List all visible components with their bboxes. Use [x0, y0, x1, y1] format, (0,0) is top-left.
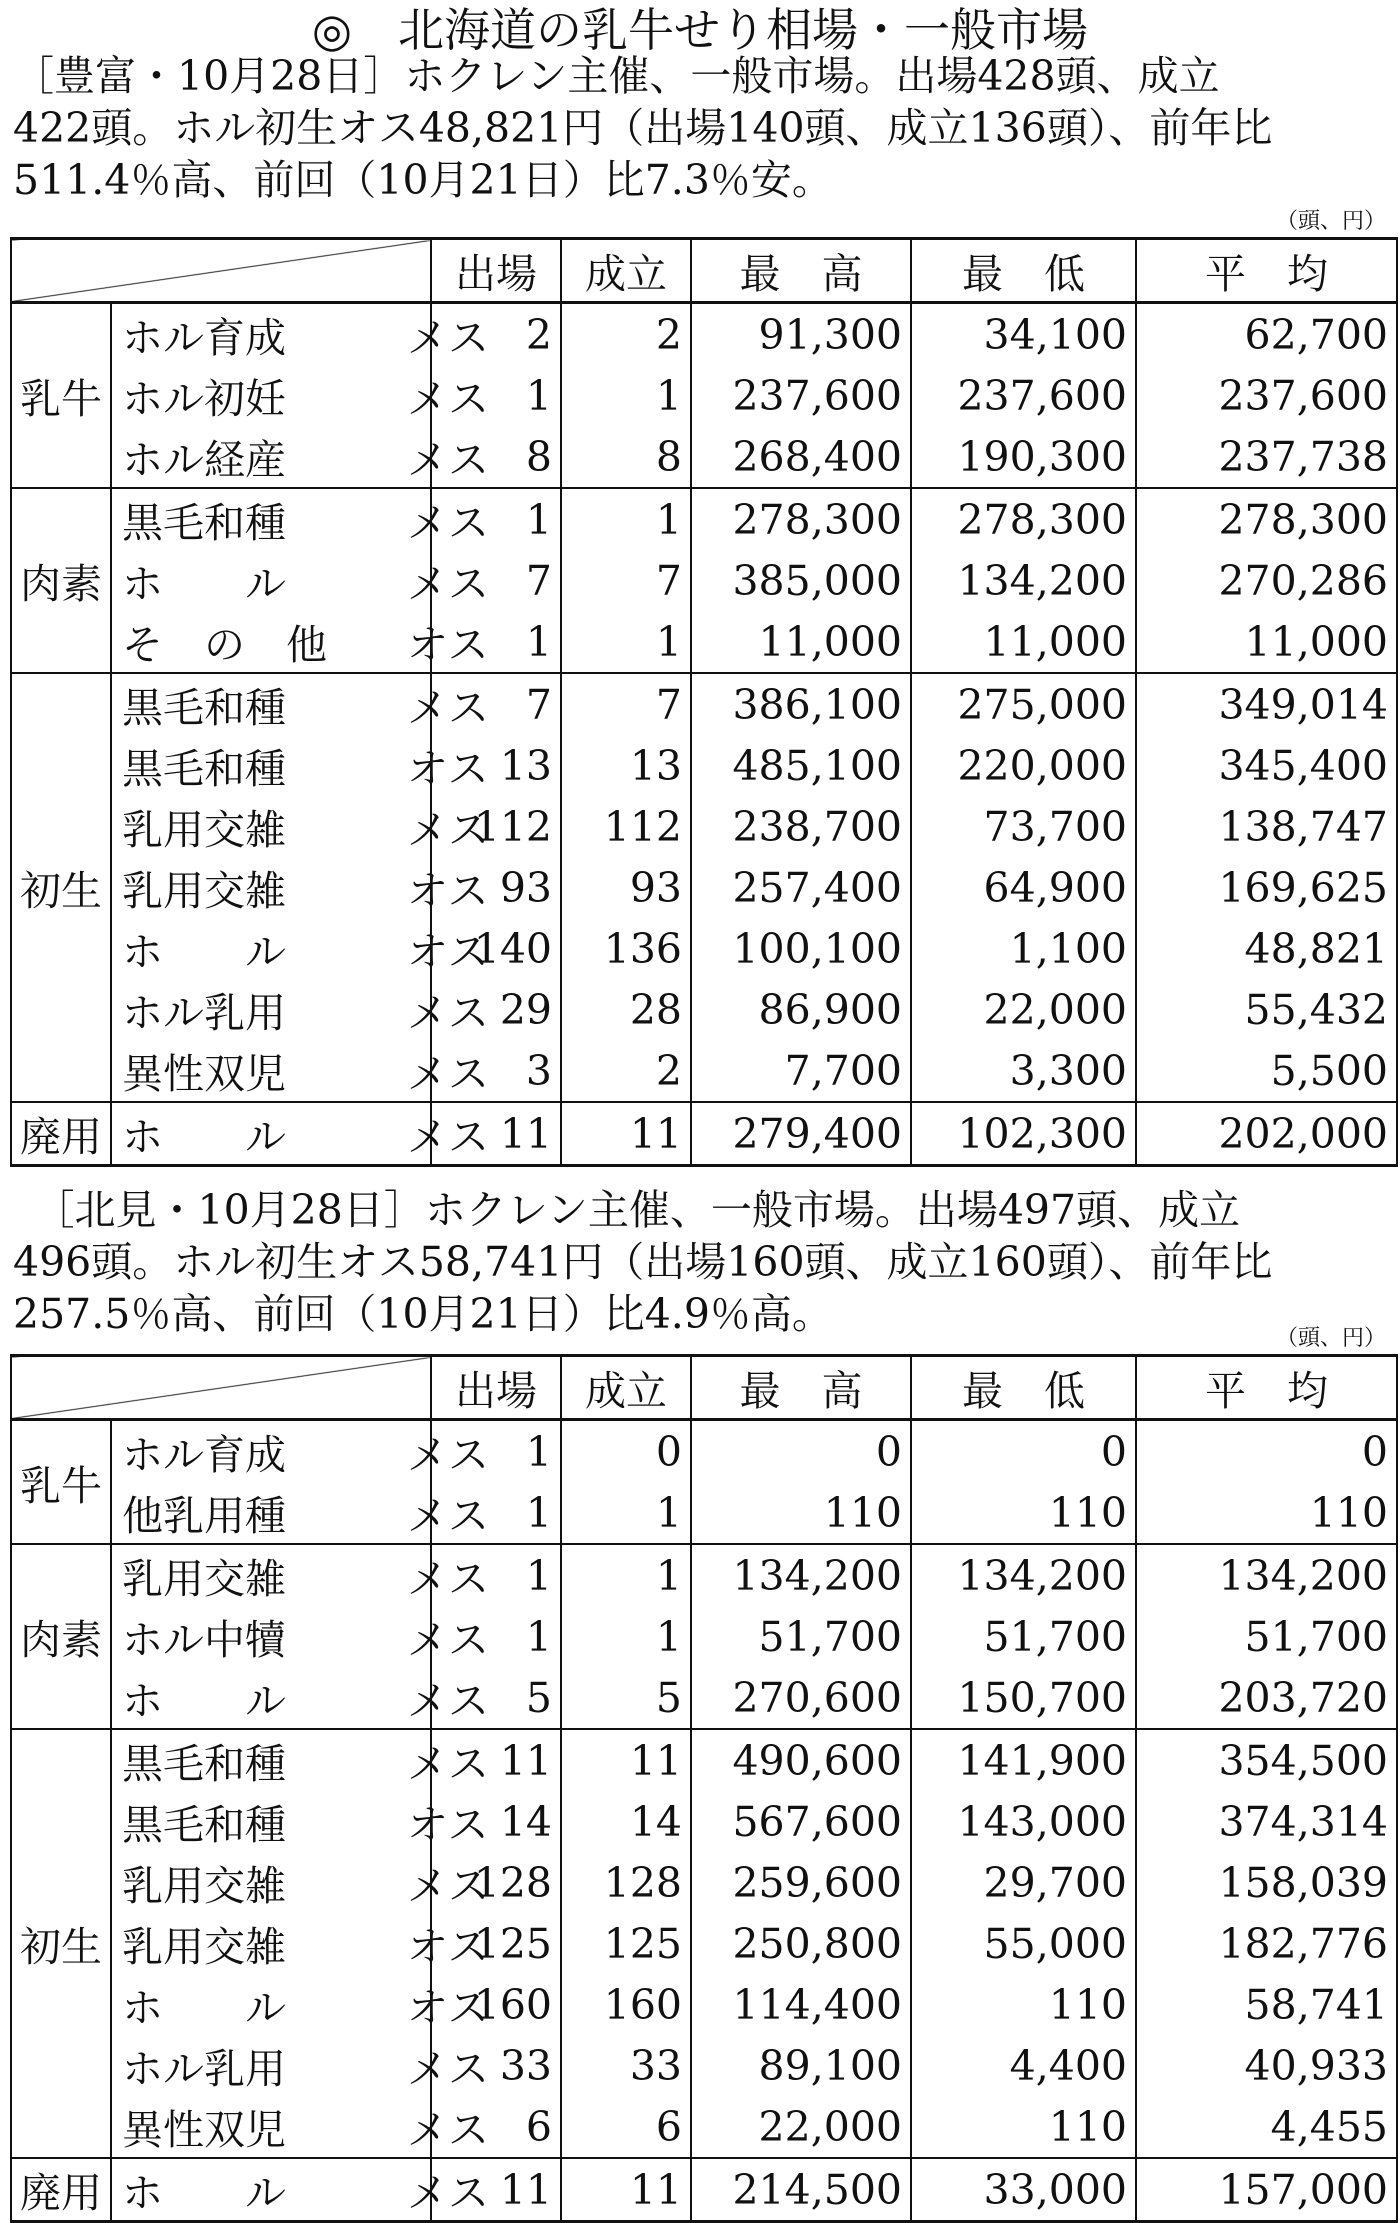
cell-seiritsu: 7	[561, 673, 691, 735]
sex-label: メス	[407, 1492, 489, 1540]
sex-label: メス	[407, 1616, 489, 1664]
table-row	[11, 735, 1397, 796]
cell-shutsujo: 11	[431, 1729, 561, 1791]
cell-seiritsu: 1	[561, 1544, 691, 1606]
table-row	[11, 918, 1397, 979]
cell-min: 143,000	[911, 1791, 1136, 1852]
breed-name: ホ ル	[122, 1677, 286, 1725]
cell-shutsujo: 1	[431, 1482, 561, 1544]
sex-label: メス	[407, 375, 489, 423]
breed-name: ホル育成	[122, 1431, 286, 1479]
sex-label: オス	[407, 621, 489, 669]
sex-label: メス	[407, 314, 489, 362]
column-header: 最 高	[691, 239, 911, 303]
sex-label: メス	[407, 1862, 489, 1910]
sex-label: オス	[407, 867, 489, 915]
sex-label: メス	[407, 560, 489, 608]
table-row	[11, 979, 1397, 1040]
cell-avg: 138,747	[1136, 796, 1397, 857]
breed-name: 乳用交雑	[122, 1555, 286, 1603]
cell-min: 33,000	[911, 2158, 1136, 2222]
cell-avg: 58,741	[1136, 1974, 1397, 2035]
category-cell	[111, 857, 489, 918]
table-row	[11, 488, 1397, 550]
cell-seiritsu: 128	[561, 1852, 691, 1913]
sex-label: メス	[407, 499, 489, 547]
breed-name: ホ ル	[122, 1984, 286, 2032]
cell-avg: 51,700	[1136, 1606, 1397, 1667]
cell-max: 0	[691, 1420, 911, 1483]
cell-avg: 48,821	[1136, 918, 1397, 979]
cell-shutsujo: 11	[431, 1102, 561, 1166]
table-row	[11, 1791, 1397, 1852]
category-cell	[111, 426, 489, 488]
group-label: 肉素	[11, 1544, 111, 1729]
category-cell	[111, 1974, 489, 2035]
article-title: ◎ 北海道の乳牛せり相場・一般市場	[311, 3, 1089, 57]
market-intro-kitami	[13, 1184, 1393, 1340]
breed-name: 乳用交雑	[122, 1862, 286, 1910]
cell-seiritsu: 0	[561, 1420, 691, 1483]
cell-min: 1,100	[911, 918, 1136, 979]
cell-min: 3,300	[911, 1040, 1136, 1102]
category-cell	[111, 1606, 489, 1667]
cell-min: 51,700	[911, 1606, 1136, 1667]
breed-name: ホ ル	[122, 560, 286, 608]
cell-avg: 374,314	[1136, 1791, 1397, 1852]
category-cell	[111, 2158, 489, 2222]
column-header: 最 高	[691, 1356, 911, 1420]
breed-name: 乳用交雑	[122, 806, 286, 854]
breed-name: ホル経産	[122, 436, 286, 484]
category-cell	[111, 1420, 489, 1483]
group-label: 初生	[11, 1729, 111, 2158]
breed-name: 黒毛和種	[122, 745, 286, 793]
intro-line: 257.5％高、前回（10月21日）比4.9％高。	[13, 1290, 833, 1338]
cell-avg: 182,776	[1136, 1913, 1397, 1974]
sex-label: オス	[407, 1801, 489, 1849]
category-cell	[111, 550, 489, 611]
intro-line: ［豊富・10月28日］ホクレン主催、一般市場。出場428頭、成立	[13, 52, 1220, 100]
cell-min: 110	[911, 1974, 1136, 2035]
cell-min: 4,400	[911, 2035, 1136, 2096]
breed-name: ホ ル	[122, 2169, 286, 2217]
table-row	[11, 1040, 1397, 1102]
cell-avg: 158,039	[1136, 1852, 1397, 1913]
market-intro-toyotomi	[13, 50, 1393, 206]
cell-seiritsu: 2	[561, 303, 691, 366]
cell-min: 141,900	[911, 1729, 1136, 1791]
cell-avg: 0	[1136, 1420, 1397, 1483]
cell-shutsujo: 29	[431, 979, 561, 1040]
cell-shutsujo: 14	[431, 1791, 561, 1852]
column-header: 最 低	[911, 239, 1136, 303]
cell-max: 11,000	[691, 611, 911, 673]
cell-avg: 237,600	[1136, 365, 1397, 426]
unit-note: （頭、円）	[1275, 209, 1386, 234]
cell-shutsujo: 5	[431, 1667, 561, 1729]
breed-name: 異性双児	[122, 1050, 286, 1098]
cell-min: 73,700	[911, 796, 1136, 857]
cell-avg: 134,200	[1136, 1544, 1397, 1606]
breed-name: ホル乳用	[122, 989, 286, 1037]
cell-avg: 202,000	[1136, 1102, 1397, 1166]
cell-seiritsu: 11	[561, 2158, 691, 2222]
cell-shutsujo: 7	[431, 673, 561, 735]
cell-max: 100,100	[691, 918, 911, 979]
cell-avg: 4,455	[1136, 2096, 1397, 2158]
price-table-toyotomi	[10, 237, 1398, 1167]
sex-label: メス	[407, 1740, 489, 1788]
sex-label: メス	[407, 989, 489, 1037]
sex-label: メス	[407, 2045, 489, 2093]
cell-shutsujo: 1	[431, 365, 561, 426]
cell-min: 64,900	[911, 857, 1136, 918]
sex-label: メス	[407, 1050, 489, 1098]
cell-shutsujo: 140	[431, 918, 561, 979]
cell-avg: 349,014	[1136, 673, 1397, 735]
column-header: 最 低	[911, 1356, 1136, 1420]
breed-name: 他乳用種	[122, 1492, 286, 1540]
cell-seiritsu: 1	[561, 365, 691, 426]
column-header: 平 均	[1136, 1356, 1397, 1420]
group-label: 廃用	[11, 2158, 111, 2222]
cell-min: 278,300	[911, 488, 1136, 550]
cell-min: 29,700	[911, 1852, 1136, 1913]
cell-max: 279,400	[691, 1102, 911, 1166]
cell-max: 51,700	[691, 1606, 911, 1667]
cell-shutsujo: 1	[431, 1544, 561, 1606]
sex-label: メス	[407, 436, 489, 484]
sex-label: オス	[407, 1984, 489, 2032]
breed-name: 異性双児	[122, 2106, 286, 2154]
intro-line: 422頭。ホル初生オス48,821円（出場140頭、成立136頭）、前年比	[13, 104, 1273, 152]
cell-shutsujo: 160	[431, 1974, 561, 2035]
cell-avg: 62,700	[1136, 303, 1397, 366]
cell-max: 385,000	[691, 550, 911, 611]
cell-min: 150,700	[911, 1667, 1136, 1729]
price-table-kitami	[10, 1354, 1398, 2223]
category-cell	[111, 1544, 489, 1606]
breed-name: ホル乳用	[122, 2045, 286, 2093]
cell-avg: 278,300	[1136, 488, 1397, 550]
corner-cell	[11, 1356, 431, 1420]
cell-avg: 354,500	[1136, 1729, 1397, 1791]
table-row	[11, 550, 1397, 611]
cell-max: 490,600	[691, 1729, 911, 1791]
cell-seiritsu: 160	[561, 1974, 691, 2035]
cell-avg: 110	[1136, 1482, 1397, 1544]
category-cell	[111, 2035, 489, 2096]
cell-seiritsu: 2	[561, 1040, 691, 1102]
cell-max: 91,300	[691, 303, 911, 366]
breed-name: 乳用交雑	[122, 1923, 286, 1971]
cell-min: 237,600	[911, 365, 1136, 426]
cell-seiritsu: 93	[561, 857, 691, 918]
cell-seiritsu: 125	[561, 1913, 691, 1974]
table-row	[11, 1729, 1397, 1791]
cell-seiritsu: 8	[561, 426, 691, 488]
breed-name: 黒毛和種	[122, 684, 286, 732]
cell-seiritsu: 5	[561, 1667, 691, 1729]
category-cell	[111, 918, 489, 979]
cell-min: 55,000	[911, 1913, 1136, 1974]
table-row	[11, 1606, 1397, 1667]
breed-name: ホル中犢	[122, 1616, 286, 1664]
category-cell	[111, 1102, 489, 1166]
table-row	[11, 1852, 1397, 1913]
cell-shutsujo: 1	[431, 1420, 561, 1483]
cell-max: 89,100	[691, 2035, 911, 2096]
cell-max: 257,400	[691, 857, 911, 918]
cell-avg: 55,432	[1136, 979, 1397, 1040]
cell-min: 220,000	[911, 735, 1136, 796]
breed-name: 黒毛和種	[122, 499, 286, 547]
sex-label: メス	[407, 2169, 489, 2217]
sex-label: メス	[407, 806, 489, 854]
cell-max: 386,100	[691, 673, 911, 735]
table-row	[11, 303, 1397, 366]
category-cell	[111, 1482, 489, 1544]
cell-max: 214,500	[691, 2158, 911, 2222]
sex-label: オス	[407, 928, 489, 976]
cell-max: 278,300	[691, 488, 911, 550]
table-row	[11, 673, 1397, 735]
cell-max: 268,400	[691, 426, 911, 488]
cell-shutsujo: 11	[431, 2158, 561, 2222]
corner-cell	[11, 239, 431, 303]
sex-label: メス	[407, 1555, 489, 1603]
cell-seiritsu: 33	[561, 2035, 691, 2096]
table-row	[11, 365, 1397, 426]
intro-line: 496頭。ホル初生オス58,741円（出場160頭、成立160頭）、前年比	[13, 1238, 1273, 1286]
sex-label: メス	[407, 1431, 489, 1479]
cell-min: 102,300	[911, 1102, 1136, 1166]
cell-min: 22,000	[911, 979, 1136, 1040]
cell-shutsujo: 13	[431, 735, 561, 796]
cell-max: 7,700	[691, 1040, 911, 1102]
sex-label: オス	[407, 745, 489, 793]
cell-shutsujo: 33	[431, 2035, 561, 2096]
breed-name: ホル育成	[122, 314, 286, 362]
breed-name: 乳用交雑	[122, 867, 286, 915]
column-header: 出場	[431, 1356, 561, 1420]
cell-avg: 5,500	[1136, 1040, 1397, 1102]
category-cell	[111, 2096, 489, 2158]
category-cell	[111, 1729, 489, 1791]
cell-shutsujo: 2	[431, 303, 561, 366]
cell-max: 22,000	[691, 2096, 911, 2158]
cell-avg: 203,720	[1136, 1667, 1397, 1729]
cell-seiritsu: 13	[561, 735, 691, 796]
table-row	[11, 857, 1397, 918]
cell-seiritsu: 11	[561, 1102, 691, 1166]
cell-max: 237,600	[691, 365, 911, 426]
category-cell	[111, 735, 489, 796]
cell-min: 275,000	[911, 673, 1136, 735]
cell-shutsujo: 128	[431, 1852, 561, 1913]
cell-shutsujo: 7	[431, 550, 561, 611]
sex-label: オス	[407, 1923, 489, 1971]
sex-label: メス	[407, 2106, 489, 2154]
cell-seiritsu: 6	[561, 2096, 691, 2158]
table-row	[11, 2158, 1397, 2222]
cell-max: 238,700	[691, 796, 911, 857]
cell-shutsujo: 1	[431, 611, 561, 673]
cell-seiritsu: 112	[561, 796, 691, 857]
cell-min: 0	[911, 1420, 1136, 1483]
unit-note: （頭、円）	[1275, 1326, 1386, 1351]
cell-seiritsu: 1	[561, 1482, 691, 1544]
table-row	[11, 1974, 1397, 2035]
cell-shutsujo: 93	[431, 857, 561, 918]
cell-shutsujo: 112	[431, 796, 561, 857]
category-cell	[111, 365, 489, 426]
category-cell	[111, 673, 489, 735]
cell-avg: 237,738	[1136, 426, 1397, 488]
cell-max: 114,400	[691, 1974, 911, 2035]
sex-label: メス	[407, 1113, 489, 1161]
cell-seiritsu: 7	[561, 550, 691, 611]
column-header: 成立	[561, 239, 691, 303]
breed-name: そ の 他	[122, 621, 327, 669]
table-row	[11, 2035, 1397, 2096]
cell-min: 110	[911, 2096, 1136, 2158]
cell-avg: 11,000	[1136, 611, 1397, 673]
sex-label: メス	[407, 1677, 489, 1725]
category-cell	[111, 796, 489, 857]
cell-seiritsu: 1	[561, 611, 691, 673]
category-cell	[111, 1040, 489, 1102]
cell-avg: 40,933	[1136, 2035, 1397, 2096]
cell-min: 190,300	[911, 426, 1136, 488]
group-label: 初生	[11, 673, 111, 1102]
header-row	[11, 1356, 1397, 1420]
cell-min: 134,200	[911, 1544, 1136, 1606]
breed-name: 黒毛和種	[122, 1801, 286, 1849]
table-row	[11, 426, 1397, 488]
cell-shutsujo: 8	[431, 426, 561, 488]
cell-min: 110	[911, 1482, 1136, 1544]
cell-seiritsu: 28	[561, 979, 691, 1040]
category-cell	[111, 1791, 489, 1852]
table-row	[11, 1667, 1397, 1729]
cell-avg: 169,625	[1136, 857, 1397, 918]
column-header: 出場	[431, 239, 561, 303]
cell-min: 11,000	[911, 611, 1136, 673]
cell-shutsujo: 1	[431, 488, 561, 550]
breed-name: ホ ル	[122, 1113, 286, 1161]
table-row	[11, 1913, 1397, 1974]
column-header: 平 均	[1136, 239, 1397, 303]
category-cell	[111, 611, 489, 673]
group-label: 肉素	[11, 488, 111, 673]
intro-line: ［北見・10月28日］ホクレン主催、一般市場。出場497頭、成立	[13, 1186, 1241, 1234]
cell-max: 485,100	[691, 735, 911, 796]
cell-max: 250,800	[691, 1913, 911, 1974]
cell-max: 270,600	[691, 1667, 911, 1729]
category-cell	[111, 979, 489, 1040]
cell-avg: 270,286	[1136, 550, 1397, 611]
cell-max: 86,900	[691, 979, 911, 1040]
table-row	[11, 1544, 1397, 1606]
cell-max: 259,600	[691, 1852, 911, 1913]
table-row	[11, 1420, 1397, 1483]
intro-line: 511.4％高、前回（10月21日）比7.3％安。	[13, 156, 833, 204]
table-row	[11, 1482, 1397, 1544]
group-label: 乳牛	[11, 1420, 111, 1545]
cell-shutsujo: 6	[431, 2096, 561, 2158]
table-row	[11, 611, 1397, 673]
column-header: 成立	[561, 1356, 691, 1420]
cell-seiritsu: 11	[561, 1729, 691, 1791]
category-cell	[111, 303, 489, 366]
cell-shutsujo: 125	[431, 1913, 561, 1974]
category-cell	[111, 1667, 489, 1729]
cell-shutsujo: 1	[431, 1606, 561, 1667]
cell-avg: 157,000	[1136, 2158, 1397, 2222]
cell-seiritsu: 14	[561, 1791, 691, 1852]
breed-name: 黒毛和種	[122, 1740, 286, 1788]
breed-name: ホル初妊	[122, 375, 286, 423]
header-row	[11, 239, 1397, 303]
category-cell	[111, 1852, 489, 1913]
table-row	[11, 796, 1397, 857]
category-cell	[111, 488, 489, 550]
cell-avg: 345,400	[1136, 735, 1397, 796]
cell-max: 110	[691, 1482, 911, 1544]
breed-name: ホ ル	[122, 928, 286, 976]
category-cell	[111, 1913, 489, 1974]
sex-label: メス	[407, 684, 489, 732]
table-row	[11, 2096, 1397, 2158]
cell-min: 34,100	[911, 303, 1136, 366]
group-label: 廃用	[11, 1102, 111, 1166]
group-label: 乳牛	[11, 303, 111, 489]
cell-seiritsu: 1	[561, 1606, 691, 1667]
cell-max: 134,200	[691, 1544, 911, 1606]
cell-shutsujo: 3	[431, 1040, 561, 1102]
cell-seiritsu: 1	[561, 488, 691, 550]
cell-max: 567,600	[691, 1791, 911, 1852]
table-row	[11, 1102, 1397, 1166]
cell-min: 134,200	[911, 550, 1136, 611]
cell-seiritsu: 136	[561, 918, 691, 979]
